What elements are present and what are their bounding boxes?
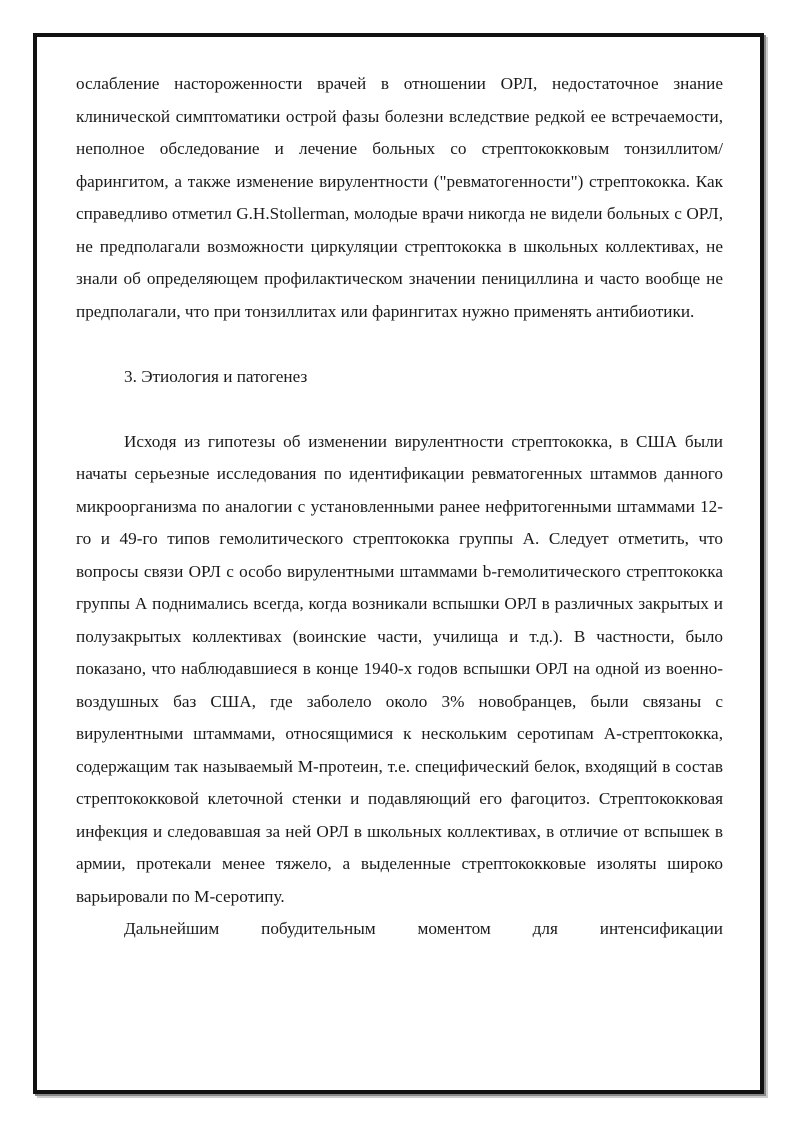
document-body (76, 68, 723, 946)
paragraph-etiology: Исходя из гипотезы об изменении вирулентности стрептококка, в США были начаты серьезные исследования по идентификации ревматогенных штаммов данного микроорганизма по аналогии с установленными ранее нефритогенными штаммами 12-го и 49-го типов гемолитического стрептококка группы А. Следует отметить, что вопросы связи ОРЛ с особо вирулентными штаммами b-гемолитического стрептококка группы А поднимались всегда, когда возникали вспышки ОРЛ в различных закрытых и полузакрытых коллективах (воинские части, училища и т.д.). В частности, было показано, что наблюдавшиеся в конце 1940-х годов вспышки ОРЛ на одной из военно-воздушных баз США, где заболело около 3% новобранцев, были связаны с вирулентными штаммами, относящимися к нескольким серотипам А-стрептококка, содержащим так называемый М-протеин, т.е. специфический белок, входящий в состав стрептококковой клеточной стенки и подавляющий его фагоцитоз. Стрептококковая инфекция и следовавшая за ней ОРЛ в школьных коллективах, в отличие от вспышек в армии, протекали менее тяжело, а выделенные стрептококковые изоляты широко варьировали по М-серотипу. (76, 431, 723, 906)
paragraph-continuation: Дальнейшим побудительным моментом для интенсификации (124, 919, 723, 938)
paragraph-intro: ослабление настороженности врачей в отношении ОРЛ, недостаточное знание клинической симптоматики острой фазы болезни вследствие редкой ее встречаемости, неполное обследование и лечение больных со стрептококковым тонзиллитом/фарингитом, а также изменение вирулентности ("ревматогенности") стрептококка. Как справедливо отметил G.H.Stollerman, молодые врачи никогда не видели больных с ОРЛ, не предполагали возможности циркуляции стрептококка в школьных коллективах, не знали об определяющем профилактическом значении пенициллина и часто вообще не предполагали, что при тонзиллитах или фарингитах нужно применять антибиотики. (76, 74, 723, 321)
section-heading: 3. Этиология и патогенез (124, 366, 308, 386)
